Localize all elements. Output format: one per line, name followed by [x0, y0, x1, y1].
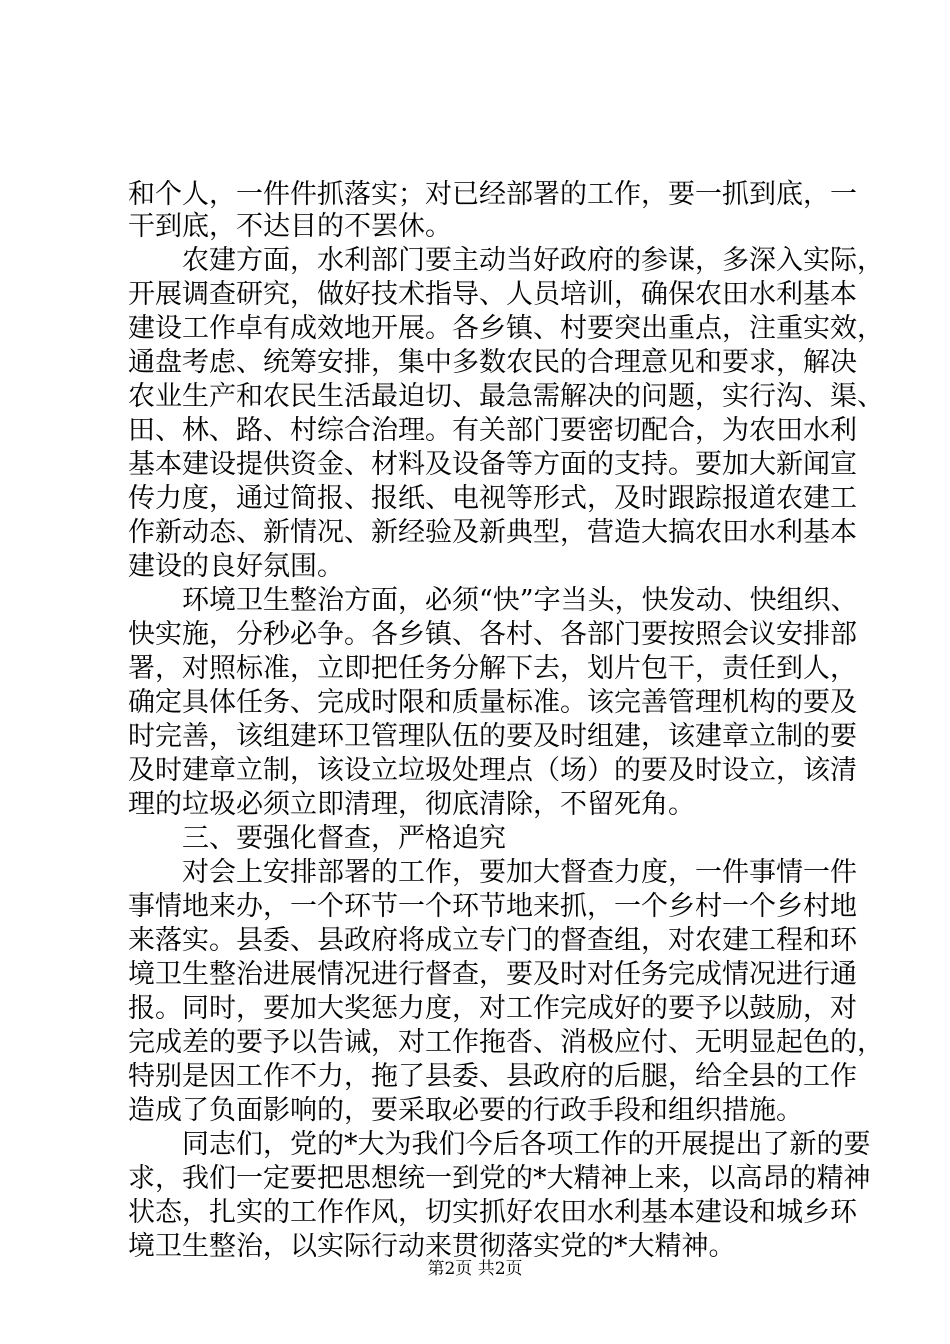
text-line: 境卫生整治，以实际行动来贯彻落实党的*大精神。: [128, 1231, 736, 1262]
text-line: 开展调查研究，做好技术指导、人员培训，确保农田水利基本: [128, 279, 857, 310]
text-line: 基本建设提供资金、材料及设备等方面的支持。要加大新闻宣: [128, 449, 857, 480]
text-line: 农业生产和农民生活最迫切、最急需解决的问题，实行沟、渠、: [128, 381, 884, 412]
section-heading: 三、要强化督查，严格追究: [182, 823, 506, 854]
text-line: 署，对照标准，立即把任务分解下去，划片包干，责任到人，: [128, 653, 857, 684]
text-line: 理的垃圾必须立即清理，彻底清除，不留死角。: [128, 789, 695, 820]
text-line: 通盘考虑、统筹安排，集中多数农民的合理意见和要求，解决: [128, 347, 857, 378]
text-line: 完成差的要予以告诫，对工作拖沓、消极应付、无明显起色的，: [128, 1027, 884, 1058]
text-line: 建设工作卓有成效地开展。各乡镇、村要突出重点，注重实效，: [128, 313, 884, 344]
text-line: 传力度，通过简报、报纸、电视等形式，及时跟踪报道农建工: [128, 483, 857, 514]
text-line: 快实施，分秒必争。各乡镇、各村、各部门要按照会议安排部: [128, 619, 857, 650]
text-line: 来落实。县委、县政府将成立专门的督查组，对农建工程和环: [128, 925, 857, 956]
text-line: 及时建章立制，该设立垃圾处理点（场）的要及时设立，该清: [128, 755, 857, 786]
text-line: 造成了负面影响的，要采取必要的行政手段和组织措施。: [128, 1095, 803, 1126]
text-line: 对会上安排部署的工作，要加大督查力度，一件事情一件: [182, 857, 857, 888]
text-line: 状态，扎实的工作作风，切实抓好农田水利基本建设和城乡环: [128, 1197, 857, 1228]
text-line: 事情地来办，一个环节一个环节地来抓，一个乡村一个乡村地: [128, 891, 857, 922]
text-line: 和个人，一件件抓落实；对已经部署的工作，要一抓到底，一: [128, 179, 857, 210]
text-line: 同志们，党的*大为我们今后各项工作的开展提出了新的要: [182, 1129, 871, 1160]
text-line: 报。同时，要加大奖惩力度，对工作完成好的要予以鼓励，对: [128, 993, 857, 1024]
page-footer: 第2页 共2页: [427, 1259, 523, 1279]
text-line: 时完善，该组建环卫管理队伍的要及时组建，该建章立制的要: [128, 721, 857, 752]
text-line: 建设的良好氛围。: [128, 551, 344, 582]
text-line: 求，我们一定要把思想统一到党的*大精神上来，以高昂的精神: [128, 1163, 871, 1194]
text-line: 确定具体任务、完成时限和质量标准。该完善管理机构的要及: [128, 687, 857, 718]
text-line: 田、林、路、村综合治理。有关部门要密切配合，为农田水利: [128, 415, 857, 446]
text-line: 特别是因工作不力，拖了县委、县政府的后腿，给全县的工作: [128, 1061, 857, 1092]
text-line: 环境卫生整治方面，必须“快”字当头，快发动、快组织、: [182, 585, 858, 616]
text-line: 干到底，不达目的不罢休。: [128, 211, 452, 242]
text-line: 农建方面，水利部门要主动当好政府的参谋，多深入实际，: [182, 245, 884, 276]
text-line: 作新动态、新情况、新经验及新典型，营造大搞农田水利基本: [128, 517, 857, 548]
text-line: 境卫生整治进展情况进行督查，要及时对任务完成情况进行通: [128, 959, 857, 990]
